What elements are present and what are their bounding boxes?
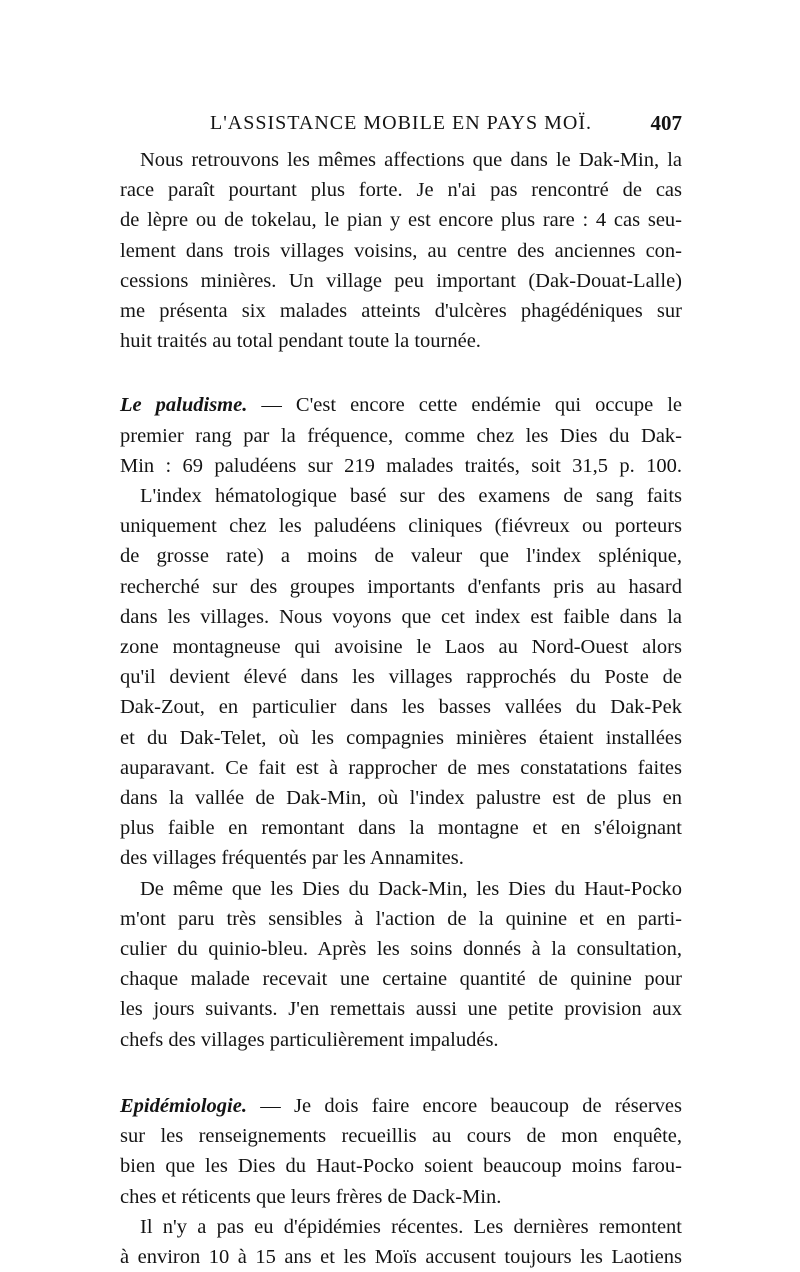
text-line: Il n'y a pas eu d'épidémies récentes. Les dernières remontent [140, 1215, 682, 1238]
text-line: auparavant. Ce fait est à rapprocher de mes constatations faites [120, 756, 682, 779]
text-line: lement dans trois villages voisins, au centre des anciennes con- [120, 239, 682, 262]
text-line: Dak-Zout, en particulier dans les basses vallées du Dak-Pek [120, 696, 682, 719]
text-line: dans les villages. Nous voyons que cet index est faible dans la [120, 605, 682, 628]
page-body [120, 145, 682, 1272]
section-paludisme [120, 390, 682, 1054]
text-line: chaque malade recevait une certaine quantité de quinine pour [120, 968, 682, 991]
text-line: L'index hématologique basé sur des examens de sang faits [140, 485, 682, 508]
text-line: plus faible en remontant dans la montagne et en s'éloignant [120, 817, 682, 840]
text-line: bien que les Dies du Haut-Pocko soient beaucoup moins farou- [120, 1155, 682, 1178]
text-line: et du Dak-Telet, où les compagnies minières étaient installées [120, 726, 682, 749]
text-line: qu'il devient élevé dans les villages rapprochés du Poste de [120, 666, 682, 689]
running-title: L'ASSISTANCE MOBILE EN PAYS MOÏ. [209, 112, 593, 134]
page-number: 407 [650, 111, 682, 135]
text-line: les jours suivants. J'en remettais aussi une petite provision aux [120, 998, 682, 1021]
text-line: huit traités au total pendant toute la tournée. [120, 330, 481, 353]
text-line: me présenta six malades atteints d'ulcères phagédéniques sur [120, 300, 682, 323]
text-line: premier rang par la fréquence, comme chez les Dies du Dak- [120, 424, 682, 447]
section-title-paludisme: Le paludisme. [120, 394, 248, 417]
text-line: culier du quinio-bleu. Après les soins donnés à la consultation, [120, 938, 682, 961]
text-line [120, 390, 682, 420]
section-gap [120, 356, 682, 390]
text-line: Nous retrouvons les mêmes affections que dans le Dak-Min, la [140, 149, 682, 171]
section-lead-text: — C'est encore cette endémie qui occupe le [247, 394, 682, 417]
text-line: zone montagneuse qui avoisine le Laos au Nord-Ouest alors [120, 636, 682, 659]
text-line: sur les renseignements recueillis au cours de mon enquête, [120, 1125, 682, 1148]
text-line: de lèpre ou de tokelau, le pian y est encore plus rare : 4 cas seu- [120, 209, 682, 232]
text-line: uniquement chez les paludéens cliniques (fiévreux ou porteurs [120, 515, 682, 538]
text-line: dans la vallée de Dak-Min, où l'index palustre est de plus en [120, 787, 682, 810]
text-line: chefs des villages particulièrement impaludés. [120, 1028, 499, 1051]
section-gap [120, 1055, 682, 1091]
text-line: recherché sur des groupes importants d'enfants pris au hasard [120, 575, 682, 598]
text-line: ches et réticents que leurs frères de Dack-Min. [120, 1185, 502, 1208]
text-line [120, 1091, 682, 1121]
paragraph-affections [120, 145, 682, 356]
section-lead-text: — Je dois faire encore beaucoup de réserves [246, 1094, 682, 1117]
running-head [120, 108, 682, 138]
text-line: race paraît pourtant plus forte. Je n'ai pas rencontré de cas [120, 179, 682, 202]
text-line: Min : 69 paludéens sur 219 malades traités, soit 31,5 p. 100. [120, 454, 682, 477]
text-line: de grosse rate) a moins de valeur que l'index splénique, [120, 545, 682, 568]
text-line: cessions minières. Un village peu important (Dak-Douat-Lalle) [120, 269, 682, 292]
text-line: m'ont paru très sensibles à l'action de la quinine et en parti- [120, 907, 682, 930]
text-line: à environ 10 à 15 ans et les Moïs accusent toujours les Laotiens [120, 1245, 682, 1268]
section-title-epidemiologie: Epidémiologie. [120, 1094, 247, 1117]
text-line: des villages fréquentés par les Annamites. [120, 847, 464, 870]
text-line: De même que les Dies du Dack-Min, les Dies du Haut-Pocko [140, 877, 682, 900]
